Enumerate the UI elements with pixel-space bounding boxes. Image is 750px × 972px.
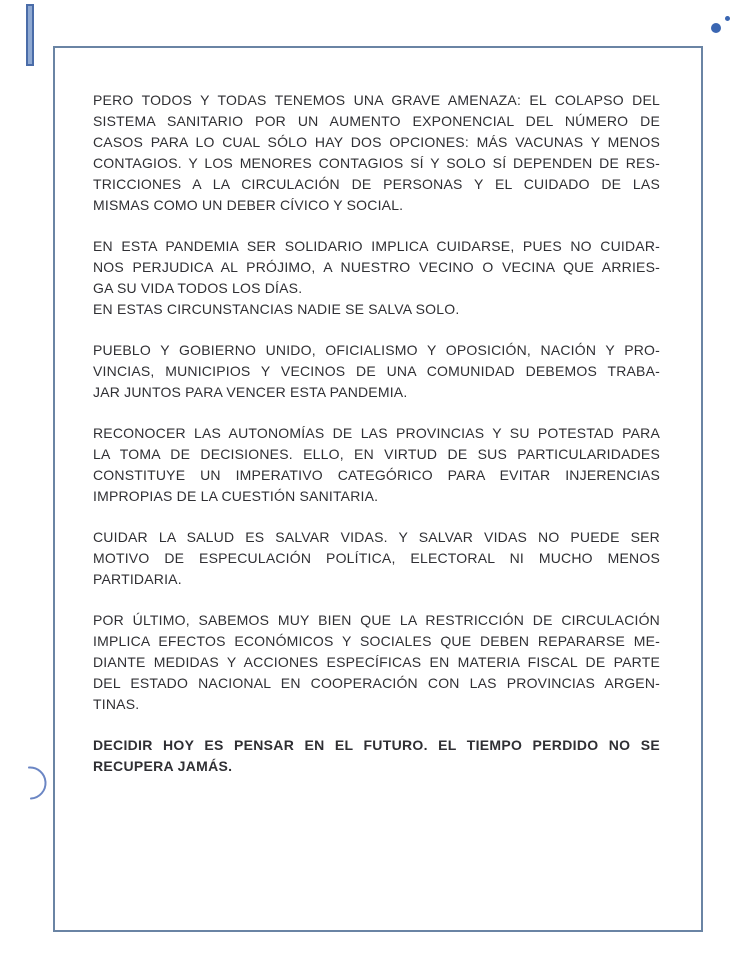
text-line: CONTAGIOS. Y LOS MENORES CONTAGIOS SÍ Y SOLO SÍ DEPENDEN DE RES- — [93, 155, 660, 171]
body-paragraph — [93, 340, 660, 403]
dot-small-icon — [725, 16, 730, 21]
body-paragraph — [93, 90, 660, 216]
text-line: TINAS. — [93, 696, 140, 712]
text-line: LA TOMA DE DECISIONES. ELLO, EN VIRTUD DE SUS PARTICULARIDADES — [93, 446, 660, 462]
text-line: EN ESTA PANDEMIA SER SOLIDARIO IMPLICA CUIDARSE, PUES NO CUIDAR- — [93, 238, 660, 254]
closing-statement-paragraph — [93, 735, 660, 777]
text-line: CUIDAR LA SALUD ES SALVAR VIDAS. Y SALVAR VIDAS NO PUEDE SER — [93, 529, 660, 545]
text-line: PERO TODOS Y TODAS TENEMOS UNA GRAVE AMENAZA: EL COLAPSO DEL — [93, 92, 660, 108]
text-line: MISMAS COMO UN DEBER CÍVICO Y SOCIAL. — [93, 197, 404, 213]
text-line: TRICCIONES A LA CIRCULACIÓN DE PERSONAS Y EL CUIDADO DE LAS — [93, 176, 660, 192]
crescent-arc-icon — [10, 763, 52, 803]
text-line: CONSTITUYE UN IMPERATIVO CATEGÓRICO PARA EVITAR INJERENCIAS — [93, 467, 660, 483]
dot-large-icon — [711, 23, 721, 33]
body-paragraph — [93, 236, 660, 320]
text-line: EN ESTAS CIRCUNSTANCIAS NADIE SE SALVA SOLO. — [93, 301, 460, 317]
text-line: SISTEMA SANITARIO POR UN AUMENTO EXPONENCIAL DEL NÚMERO DE — [93, 113, 660, 129]
body-paragraph — [93, 423, 660, 507]
text-line: JAR JUNTOS PARA VENCER ESTA PANDEMIA. — [93, 384, 408, 400]
text-line: GA SU VIDA TODOS LOS DÍAS. — [93, 280, 303, 296]
text-line: NOS PERJUDICA AL PRÓJIMO, A NUESTRO VECINO O VECINA QUE ARRIES- — [93, 259, 660, 275]
text-line: DEL ESTADO NACIONAL EN COOPERACIÓN CON LAS PROVINCIAS ARGEN- — [93, 675, 660, 691]
text-line: IMPLICA EFECTOS ECONÓMICOS Y SOCIALES QUE DEBEN REPARARSE ME- — [93, 633, 660, 649]
text-line: MOTIVO DE ESPECULACIÓN POLÍTICA, ELECTORAL NI MUCHO MENOS — [93, 550, 660, 566]
text-line: PUEBLO Y GOBIERNO UNIDO, OFICIALISMO Y OPOSICIÓN, NACIÓN Y PRO- — [93, 342, 660, 358]
body-paragraph — [93, 610, 660, 715]
text-line: VINCIAS, MUNICIPIOS Y VECINOS DE UNA COMUNIDAD DEBEMOS TRABA- — [93, 363, 660, 379]
body-paragraph — [93, 527, 660, 590]
text-line: IMPROPIAS DE LA CUESTIÓN SANITARIA. — [93, 488, 379, 504]
text-line: DECIDIR HOY ES PENSAR EN EL FUTURO. EL TIEMPO PERDIDO NO SE — [93, 737, 660, 753]
document-body — [93, 90, 660, 797]
text-line: DIANTE MEDIDAS Y ACCIONES ESPECÍFICAS EN MATERIA FISCAL DE PARTE — [93, 654, 660, 670]
text-line: PARTIDARIA. — [93, 571, 182, 587]
text-line: POR ÚLTIMO, SABEMOS MUY BIEN QUE LA RESTRICCIÓN DE CIRCULACIÓN — [93, 612, 660, 628]
accent-bar-icon — [26, 4, 34, 66]
text-line: CASOS PARA LO CUAL SÓLO HAY DOS OPCIONES: MÁS VACUNAS Y MENOS — [93, 134, 660, 150]
text-line: RECUPERA JAMÁS. — [93, 758, 233, 774]
text-line: RECONOCER LAS AUTONOMÍAS DE LAS PROVINCIAS Y SU POTESTAD PARA — [93, 425, 660, 441]
